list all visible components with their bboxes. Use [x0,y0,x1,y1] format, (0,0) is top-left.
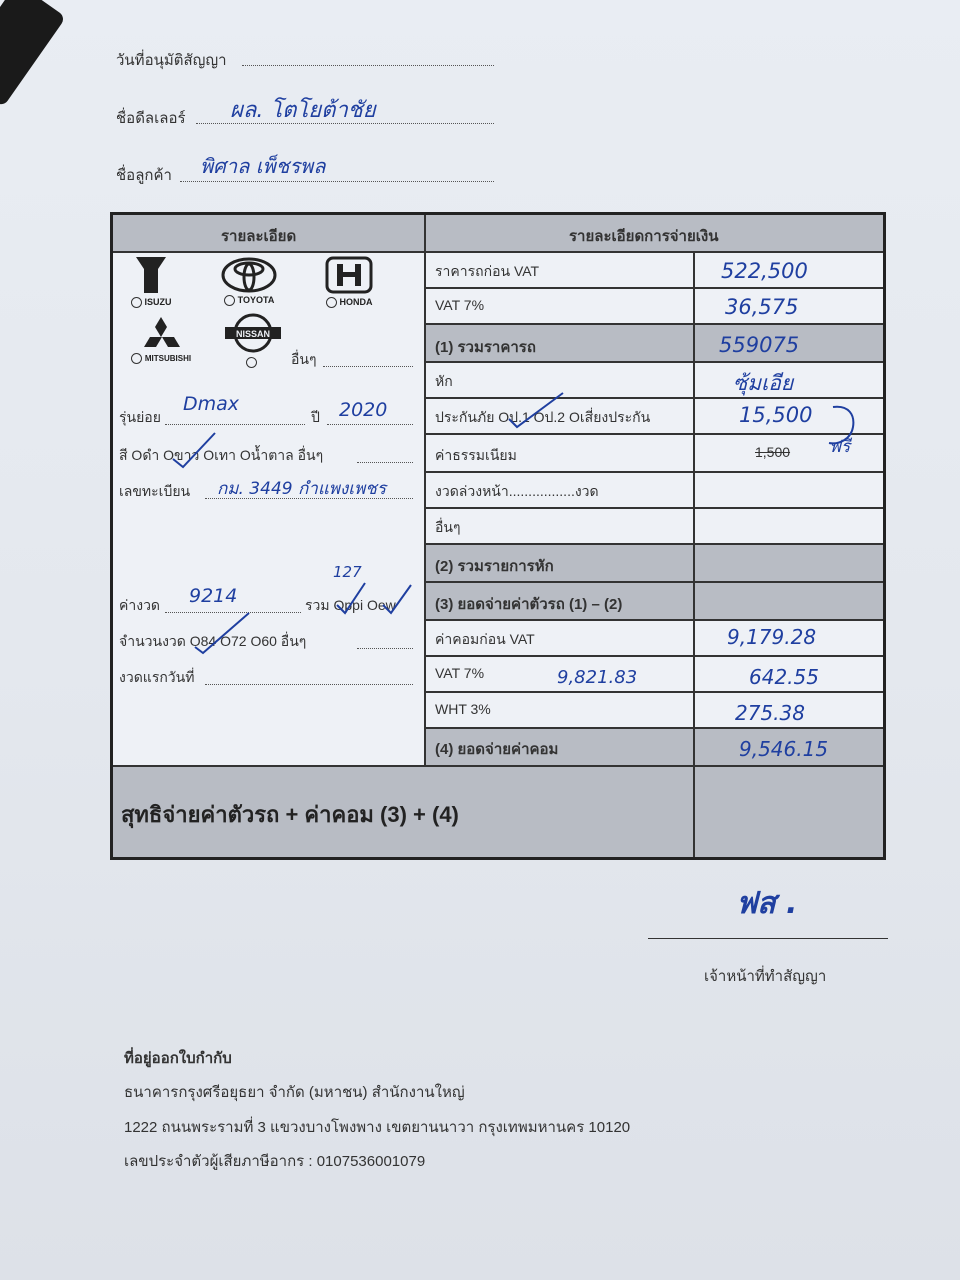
model-field [165,423,305,425]
row-value: 559075 [719,333,800,357]
row-value: 15,500 [739,403,813,427]
billing-address-title: ที่อยู่ออกใบกำกับ [124,1050,232,1067]
row-value: 642.55 [749,665,819,689]
row-label: (4) ยอดจ่ายค่าคอม [435,741,559,758]
payment-form [110,212,886,860]
installment-handwritten: 9214 [189,585,238,607]
row-line [426,323,883,325]
toyota-icon [221,257,277,293]
row-value: 9,546.15 [739,737,829,761]
row-value: ซุ้มเอีย [733,371,794,395]
row-label: VAT 7% [435,665,485,681]
first-due-field [205,683,413,685]
dealer-handwritten: ผล. โตโยต้าชัย [230,98,376,123]
row-value: 9,179.28 [727,625,817,649]
row-value: 36,575 [725,295,799,319]
isuzu-logo: ISUZU [121,255,181,308]
row-line [426,727,883,729]
other-brand-field [323,365,413,367]
row-line [426,287,883,289]
checkmark-icon [169,429,219,469]
row-label: อื่นๆ [435,519,461,535]
row-label: WHT 3% [435,701,491,717]
row-label: งวดล่วงหน้า.................งวด [435,483,599,499]
nissan-logo [213,311,293,368]
left-title: รายละเอียด [221,228,297,245]
mitsubishi-icon [140,315,182,351]
row-value: 522,500 [721,259,808,283]
fee-note: ฟรี [829,437,851,457]
mitsubishi-logo: MITSUBISHI [121,315,201,364]
signature-label: เจ้าหน้าที่ทำสัญญา [704,968,827,985]
model-label: รุ่นย่อย [119,409,161,425]
net-total-label: สุทธิจ่ายค่าตัวรถ + ค่าคอม (3) + (4) [121,802,459,827]
checkmark-icon [335,579,415,615]
row-label: ประกันภัย Oป.1 Oป.2 Oเสี่ยงประกัน [435,409,651,425]
row-label: (1) รวมราคารถ [435,339,536,356]
row-label: ราคารถก่อน VAT [435,263,540,279]
pen-object [0,0,66,107]
color-label: สี Oดำ Oขาว Oเทา Oน้ำตาล อื่นๆ [119,447,324,463]
row-line [426,691,883,693]
row-line [113,251,883,253]
billing-address-line-2: 1222 ถนนพระรามที่ 3 แขวงบางโพงพาง เขตยานนาวา กรุงเทพมหานคร 10120 [124,1119,631,1136]
honda-logo: HONDA [309,255,389,308]
customer-handwritten: พิศาล เพ็ชรพล [200,154,326,178]
checkmark-icon [193,609,253,655]
row-line [426,361,883,363]
row-line [426,581,883,583]
num-installments-field [357,647,413,649]
year-handwritten: 2020 [339,399,388,421]
row-label: หัก [435,373,453,389]
checkmark-icon [507,389,567,429]
svg-text:NISSAN: NISSAN [235,329,271,339]
row-value: 1,500 [755,444,791,460]
signature-line [648,938,888,939]
total-options-label: รวม Oppi Oew [305,597,396,613]
row-label: ค่าคอมก่อน VAT [435,631,535,647]
row-line [426,543,883,545]
row-line [426,655,883,657]
honda-icon [324,255,374,295]
row-line [426,471,883,473]
nissan-icon [223,311,283,355]
dealer-label: ชื่อดีลเลอร์ [116,110,186,127]
isuzu-icon [134,255,168,295]
right-title: รายละเอียดการจ่ายเงิน [569,228,719,245]
first-due-label: งวดแรกวันที่ [119,669,195,685]
num-installments-label: จำนวนงวด O84 O72 O60 อื่นๆ [119,633,307,649]
divider-main [424,215,426,767]
approval-date-field [242,64,494,66]
installment-label: ค่างวด [119,597,161,613]
year-label: ปี [311,409,320,425]
row-line [426,433,883,435]
row-line [426,619,883,621]
billing-address-line-1: ธนาคารกรุงศรีอยุธยา จำกัด (มหาชน) สำนักงานใหญ่ [124,1084,465,1101]
customer-label: ชื่อลูกค้า [116,167,172,184]
plate-handwritten: กม. 3449 กำแพงเพชร [217,479,386,499]
plate-label: เลขทะเบียน [119,483,191,499]
row-line [426,507,883,509]
row-label: ค่าธรรมเนียม [435,447,517,463]
color-field [357,461,413,463]
tax-id-line: เลขประจำตัวผู้เสียภาษีอากร : 0107536001079 [124,1153,426,1170]
row-line [113,765,883,767]
toyota-logo: TOYOTA [209,257,289,306]
model-handwritten: Dmax [183,393,240,415]
other-brand-label: อื่นๆ [291,351,317,367]
vat-sum-note: 9,821.83 [557,667,638,688]
row-label: (3) ยอดจ่ายค่าตัวรถ (1) – (2) [435,596,623,613]
installment-note: 127 [333,563,362,581]
signature-mark: ฟส . [736,886,798,921]
row-value: 275.38 [735,701,805,725]
row-label: VAT 7% [435,297,485,313]
approval-date-label: วันที่อนุมัติสัญญา [116,52,227,69]
row-line [426,397,883,399]
row-label: (2) รวมรายการหัก [435,558,554,575]
year-field [327,423,413,425]
